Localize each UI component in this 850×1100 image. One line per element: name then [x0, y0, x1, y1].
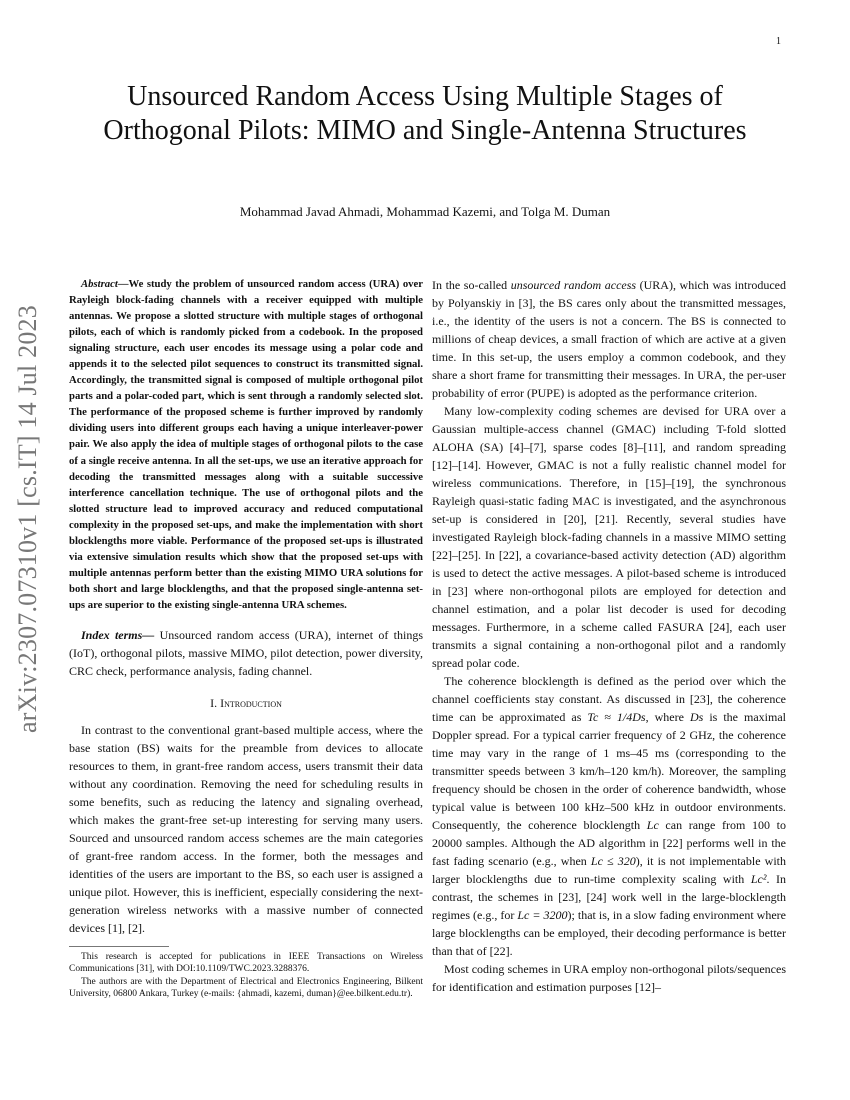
arxiv-identifier: arXiv:2307.07310v1 [cs.IT] 14 Jul 2023 — [13, 305, 43, 733]
abstract-label: Abstract— — [81, 278, 129, 290]
left-column — [69, 276, 423, 1000]
paper-title: Unsourced Random Access Using Multiple Stages of Orthogonal Pilots: MIMO and Single-Antenna Structures — [103, 81, 747, 147]
footnote-affiliation: The authors are with the Department of Electrical and Electronics Engineering, Bilkent University, 06800 Ankara, Turkey (e-mails: {ahmadi, kazemi, duman}@ee.bilkent.edu.tr). — [69, 976, 423, 1000]
index-terms-text: Unsourced random access (URA), internet of things (IoT), orthogonal pilots, massive MIMO, pilot detection, power diversity, CRC check, performance analysis, fading channel. — [69, 627, 423, 678]
coherence-paragraph — [432, 672, 786, 960]
math-inline: Ds — [689, 710, 704, 724]
text-run: can range from 100 to 20000 samples. Although the AD algorithm in [22] performs well in the fast fading scenario (e.g., when — [432, 818, 787, 868]
abstract — [69, 276, 423, 613]
text-run: is the maximal Doppler spread. For a typical carrier frequency of 2 GHz, the coherence time may vary in the range of 1 ms–45 ms (corresponding to the transmitter speeds between 3 km/h–120 km/h). Moreover, the sampling frequency should be chosen in the order of coherence bandwidth, whose typical value is between 100 kHz–500 kHz in outdoor environments. Consequently, the coherence blocklength — [432, 710, 787, 832]
right-column — [432, 276, 786, 996]
text-run: ), it is not implementable with larger blocklengths due to run-time complexity scaling with — [432, 854, 786, 886]
ura-paragraph — [432, 276, 786, 402]
intro-paragraph: In contrast to the conventional grant-based multiple access, where the base station (BS) waits for the preamble from devices to allocate resources to them, in grant-free random access, users transmit their data without any coordination. Removing the need for scheduling results in some benefits, such as reducing the latency and signaling overhead, which makes the grant-free set-up interesting for serving many users. Sourced and unsourced random access schemes are the main categories of grant-free random access. In the former, both the messages and identities of the users are important to the BS, so each user is assigned a unique pilot. However, this is inefficient, especially considering the next-generation wireless networks with a massive number of connected devices [1], [2]. — [69, 722, 423, 935]
text-run: In the so-called — [432, 278, 511, 292]
page-number: 1 — [776, 36, 781, 47]
section-heading: I. Introduction — [210, 695, 282, 710]
math-inline: Lc² — [750, 872, 767, 886]
text-run: ); that is, in a slow fading environment where large blocklengths can be employed, their decoding performance is better than that of [22]. — [432, 908, 786, 958]
index-terms-label: Index terms— — [81, 627, 155, 642]
abstract-text: We study the problem of unsourced random access (URA) over Rayleigh block-fading channels with a receiver equipped with multiple antennas. We propose a slotted structure with multiple stages of orthogonal pilots, each of which is randomly picked from a codebook. In the proposed signaling structure, each user encodes its message using a polar code and appends it to the selected pilot sequences to construct its transmitted signal. Accordingly, the transmitted signal is composed of multiple orthogonal pilot parts and a polar-coded part, which is sent through a randomly selected slot. The performance of the proposed scheme is further improved by randomly dividing users into different groups each having a unique interleaver-power pair. We also apply the idea of multiple stages of orthogonal pilots to the case of a single receive antenna. In all the set-ups, we use an iterative approach for decoding the transmitted messages along with a suitable successive interference cancellation technique. The use of orthogonal pilots and the slotted structure lead to improved accuracy and reduced computational complexity in the proposed set-ups, and make the implementation with short blocklengths more viable. Performance of the proposed set-ups is illustrated via extensive simulation results which show that the proposed set-ups with multiple antennas perform better than the existing MIMO URA solutions for both short and large blocklengths, and that the proposed single-antenna set-ups are superior to the existing single-antenna URA schemes. — [69, 278, 423, 611]
math-inline: Lc — [646, 818, 659, 832]
text-run: (URA), which was introduced by Polyanskiy in [3], the BS cares only about the transmitted messages, i.e., the identity of the users is not a concern. The BS is connected to millions of cheap devices, a small fraction of which are active at a given time. In this set-up, the users employ a common codebook, and they share a short frame for transmitting their messages. In URA, the per-user probability of error (PUPE) is adopted as the performance criterion. — [432, 278, 787, 400]
math-inline: Tc ≈ 1/4Ds — [587, 710, 646, 724]
math-inline: Lc = 3200 — [517, 908, 568, 922]
text-run: . In contrast, the schemes in [23], [24] work well in the large-blocklength regimes (e.g., for — [432, 872, 786, 922]
index-terms — [69, 626, 423, 680]
text-run: The coherence blocklength is defined as the period over which the channel coefficients stay constant. As discussed in [23], the coherence time can be approximated as — [432, 674, 786, 724]
text-run: , where — [645, 710, 690, 724]
emphasized-term: unsourced random access — [510, 278, 637, 292]
footnote-publication: This research is accepted for publications in IEEE Transactions on Wireless Communications [31], with DOI:10.1109/TWC.2023.3288376. — [69, 951, 423, 975]
math-inline: Lc ≤ 320 — [590, 854, 636, 868]
orthogonal-pilots-paragraph: Most coding schemes in URA employ non-orthogonal pilots/sequences for identification and estimation purposes [12]– — [432, 962, 786, 994]
footnote-divider — [69, 946, 169, 947]
arxiv-stamp — [0, 284, 56, 754]
author-list: Mohammad Javad Ahmadi, Mohammad Kazemi, and Tolga M. Duman — [239, 204, 611, 219]
coding-schemes-paragraph: Many low-complexity coding schemes are devised for URA over a Gaussian multiple-access channel (GMAC) including T-fold slotted ALOHA (SA) [4]–[7], sparse codes [8]–[11], and random spreading [12]–[14]. However, GMAC is not a fully realistic channel model for wireless communications. Therefore, in [15]–[19], the synchronous Rayleigh quasi-static fading MAC is investigated, and the asynchronous set-up is considered in [20], [21]. Recently, several studies have investigated Rayleigh block-fading channels in a massive MIMO setting [22]–[25]. In [22], a covariance-based activity detection (AD) algorithm is used to detect the active messages. A pilot-based scheme is introduced in [23] where non-orthogonal pilots are employed for detection and channel estimation, and a polar list decoder is used for decoding messages. Furthermore, in a scheme called FASURA [24], each user transmits a signal containing a non-orthogonal pilot and a randomly spread polar code. — [432, 404, 786, 670]
